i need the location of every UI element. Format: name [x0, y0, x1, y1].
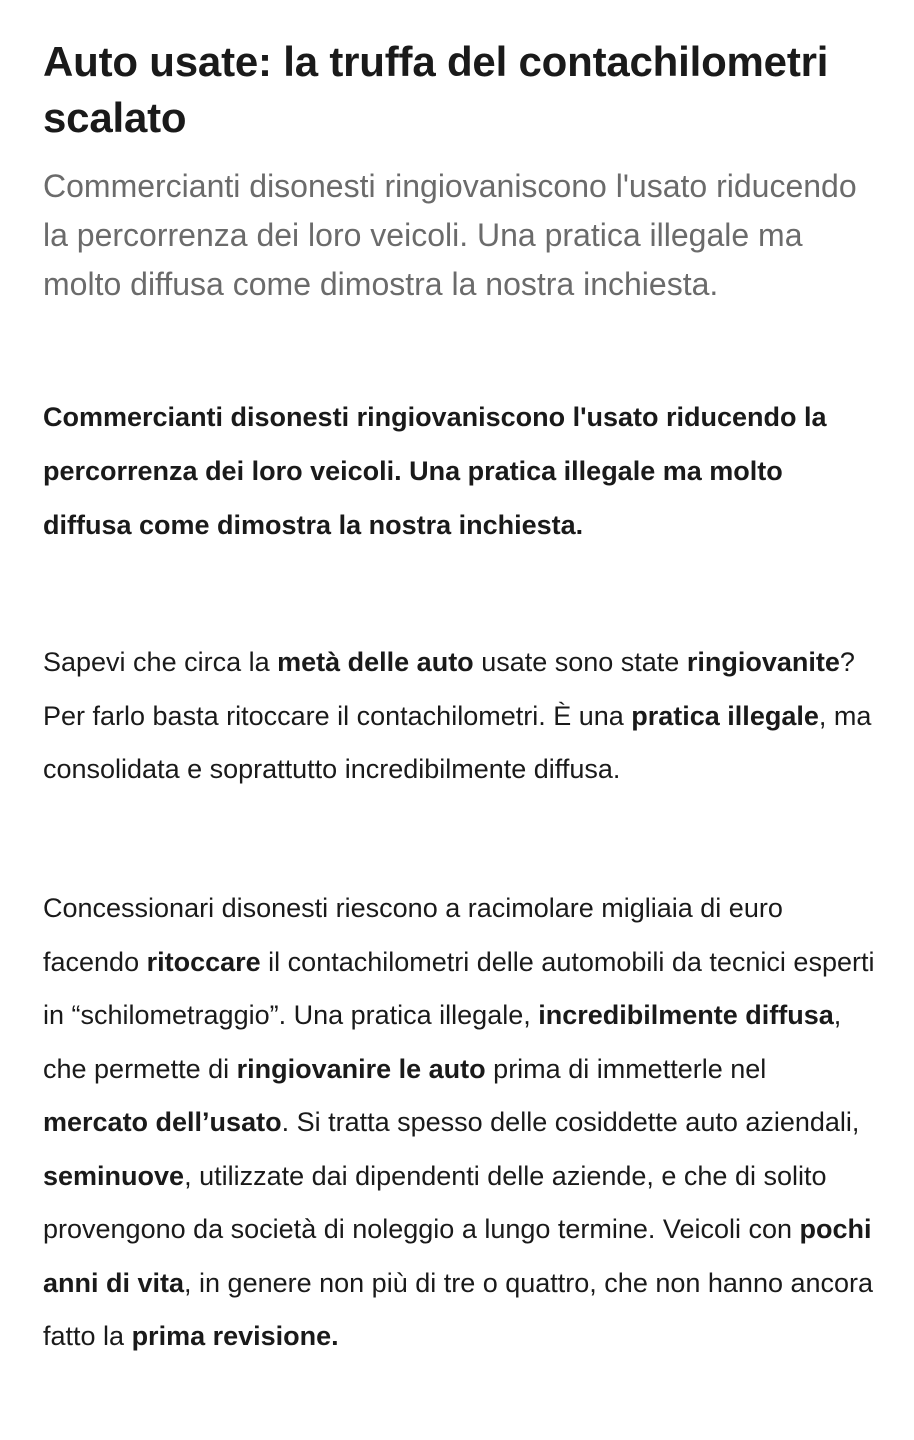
- body-paragraph-2: [43, 882, 878, 1364]
- bold-run: pratica illegale: [631, 700, 819, 731]
- text-run: , che permette di: [43, 1000, 842, 1084]
- text-run: Sapevi che circa la: [43, 647, 278, 677]
- text-run: , in genere non più di tre o quattro, che non hanno ancora fatto la: [43, 1267, 874, 1351]
- bold-run: seminuove: [43, 1160, 185, 1191]
- bold-run: ritoccare: [146, 946, 261, 977]
- bold-run: prima revisione.: [131, 1321, 339, 1351]
- text-run: Concessionari disonesti riescono a racimolare migliaia di euro facendo: [43, 893, 783, 977]
- text-run: il contachilometri delle automobili da tecnici esperti in “schilometraggio”. Una pratica illegale,: [43, 946, 875, 1030]
- bold-run: incredibilmente diffusa: [538, 1000, 834, 1030]
- bold-run: mercato dell’usato: [43, 1107, 282, 1137]
- bold-run: metà delle auto: [277, 647, 474, 677]
- text-run: usate sono state: [473, 647, 687, 677]
- body-paragraph-1: [43, 636, 878, 797]
- text-run: prima di immetterle nel: [485, 1053, 767, 1084]
- article-title: Auto usate: la truffa del contachilometri scalato: [43, 38, 829, 141]
- bold-run: pochi anni di vita: [43, 1214, 872, 1298]
- bold-run: ringiovanite: [686, 647, 840, 677]
- text-run: , ma consolidata e soprattutto incredibilmente diffusa.: [43, 700, 872, 784]
- text-run: ? Per farlo basta ritoccare il contachilometri. È una: [43, 647, 855, 731]
- text-run: , utilizzate dai dipendenti delle aziende, e che di solito provengono da società di noleggio a lungo termine. Veicoli con: [43, 1160, 827, 1244]
- article-lead: Commercianti disonesti ringiovaniscono l'usato riducendo la percorrenza dei loro veicoli. Una pratica illegale ma molto diffusa come dimostra la nostra inchiesta.: [43, 402, 827, 540]
- article-subtitle: Commercianti disonesti ringiovaniscono l'usato riducendo la percorrenza dei loro veicoli. Una pratica illegale ma molto diffusa come dimostra la nostra inchiesta.: [43, 168, 857, 302]
- bold-run: ringiovanire le auto: [236, 1053, 486, 1084]
- text-run: . Si tratta spesso delle cosiddette auto aziendali,: [281, 1107, 860, 1137]
